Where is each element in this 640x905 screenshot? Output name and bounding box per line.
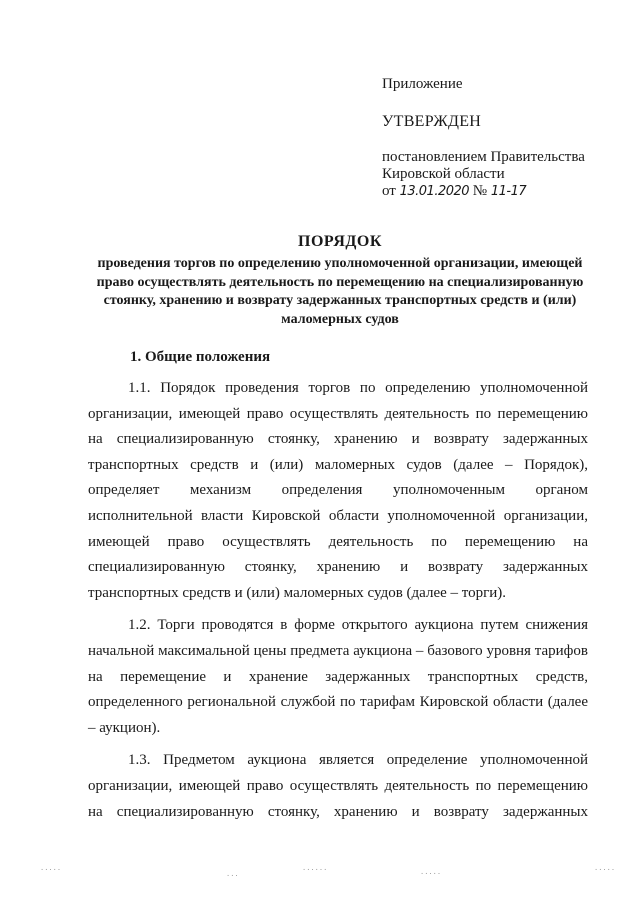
- section-heading: 1. Общие положения: [130, 349, 271, 365]
- title-heading: ПОРЯДОК: [298, 233, 382, 250]
- footer-mark: ......: [302, 864, 328, 872]
- footer-mark: .....: [420, 868, 442, 876]
- appendix-label: Приложение: [382, 76, 463, 92]
- footer-mark: ...: [226, 870, 239, 878]
- paragraph-1-3: 1.3. Предметом аукциона является определение уполномоченной организации, имеющей право осуществлять деятельность по перемещению на специализированную стоянку, хранению и возврату задержанных: [88, 752, 588, 820]
- decree-date: 13.01.2020: [399, 184, 470, 199]
- title-subtitle: проведения торгов по определению уполномоченной организации, имеющей право осуществлять деятельность по перемещению на специализированную стоянку, хранению и возврату задержанных транспортных средств и (или) маломерных судов: [96, 256, 584, 327]
- date-prefix: от: [382, 183, 396, 199]
- document-title: [80, 232, 600, 329]
- decree-date-line: [382, 183, 622, 200]
- decree-line-2: Кировской области: [382, 166, 505, 182]
- paragraph-1-2: 1.2. Торги проводятся в форме открытого аукциона путем снижения начальной максимальной цены предмета аукциона – базового уровня тарифов на перемещение и хранение задержанных транспортных средств, определенного региональной службой по тарифам Кировской области (далее – аукцион).: [88, 617, 588, 736]
- number-sign: №: [472, 183, 488, 199]
- decree-line-1: постановлением Правительства: [382, 149, 585, 165]
- paragraph-1-1: 1.1. Порядок проведения торгов по определению уполномоченной организации, имеющей право осуществлять деятельность по перемещению на специализированную стоянку, хранению и возврату задержанных транспортных средств и (или) маломерных судов (далее – Порядок), определяет механизм определения уполномоченным органом исполнительной власти Кировской области уполномоченной организации, имеющей право осуществлять деятельность по перемещению на специализированную стоянку, хранению и возврату задержанных транспортных средств и (или) маломерных судов (далее – торги).: [88, 380, 588, 601]
- footer-mark: .....: [594, 864, 616, 872]
- document-body: [88, 376, 588, 832]
- footer-mark: .....: [40, 864, 62, 872]
- approval-block: [382, 76, 622, 200]
- scan-footer: [0, 862, 640, 882]
- approved-label: УТВЕРЖДЕН: [382, 113, 482, 130]
- decree-number: 11-17: [490, 184, 527, 199]
